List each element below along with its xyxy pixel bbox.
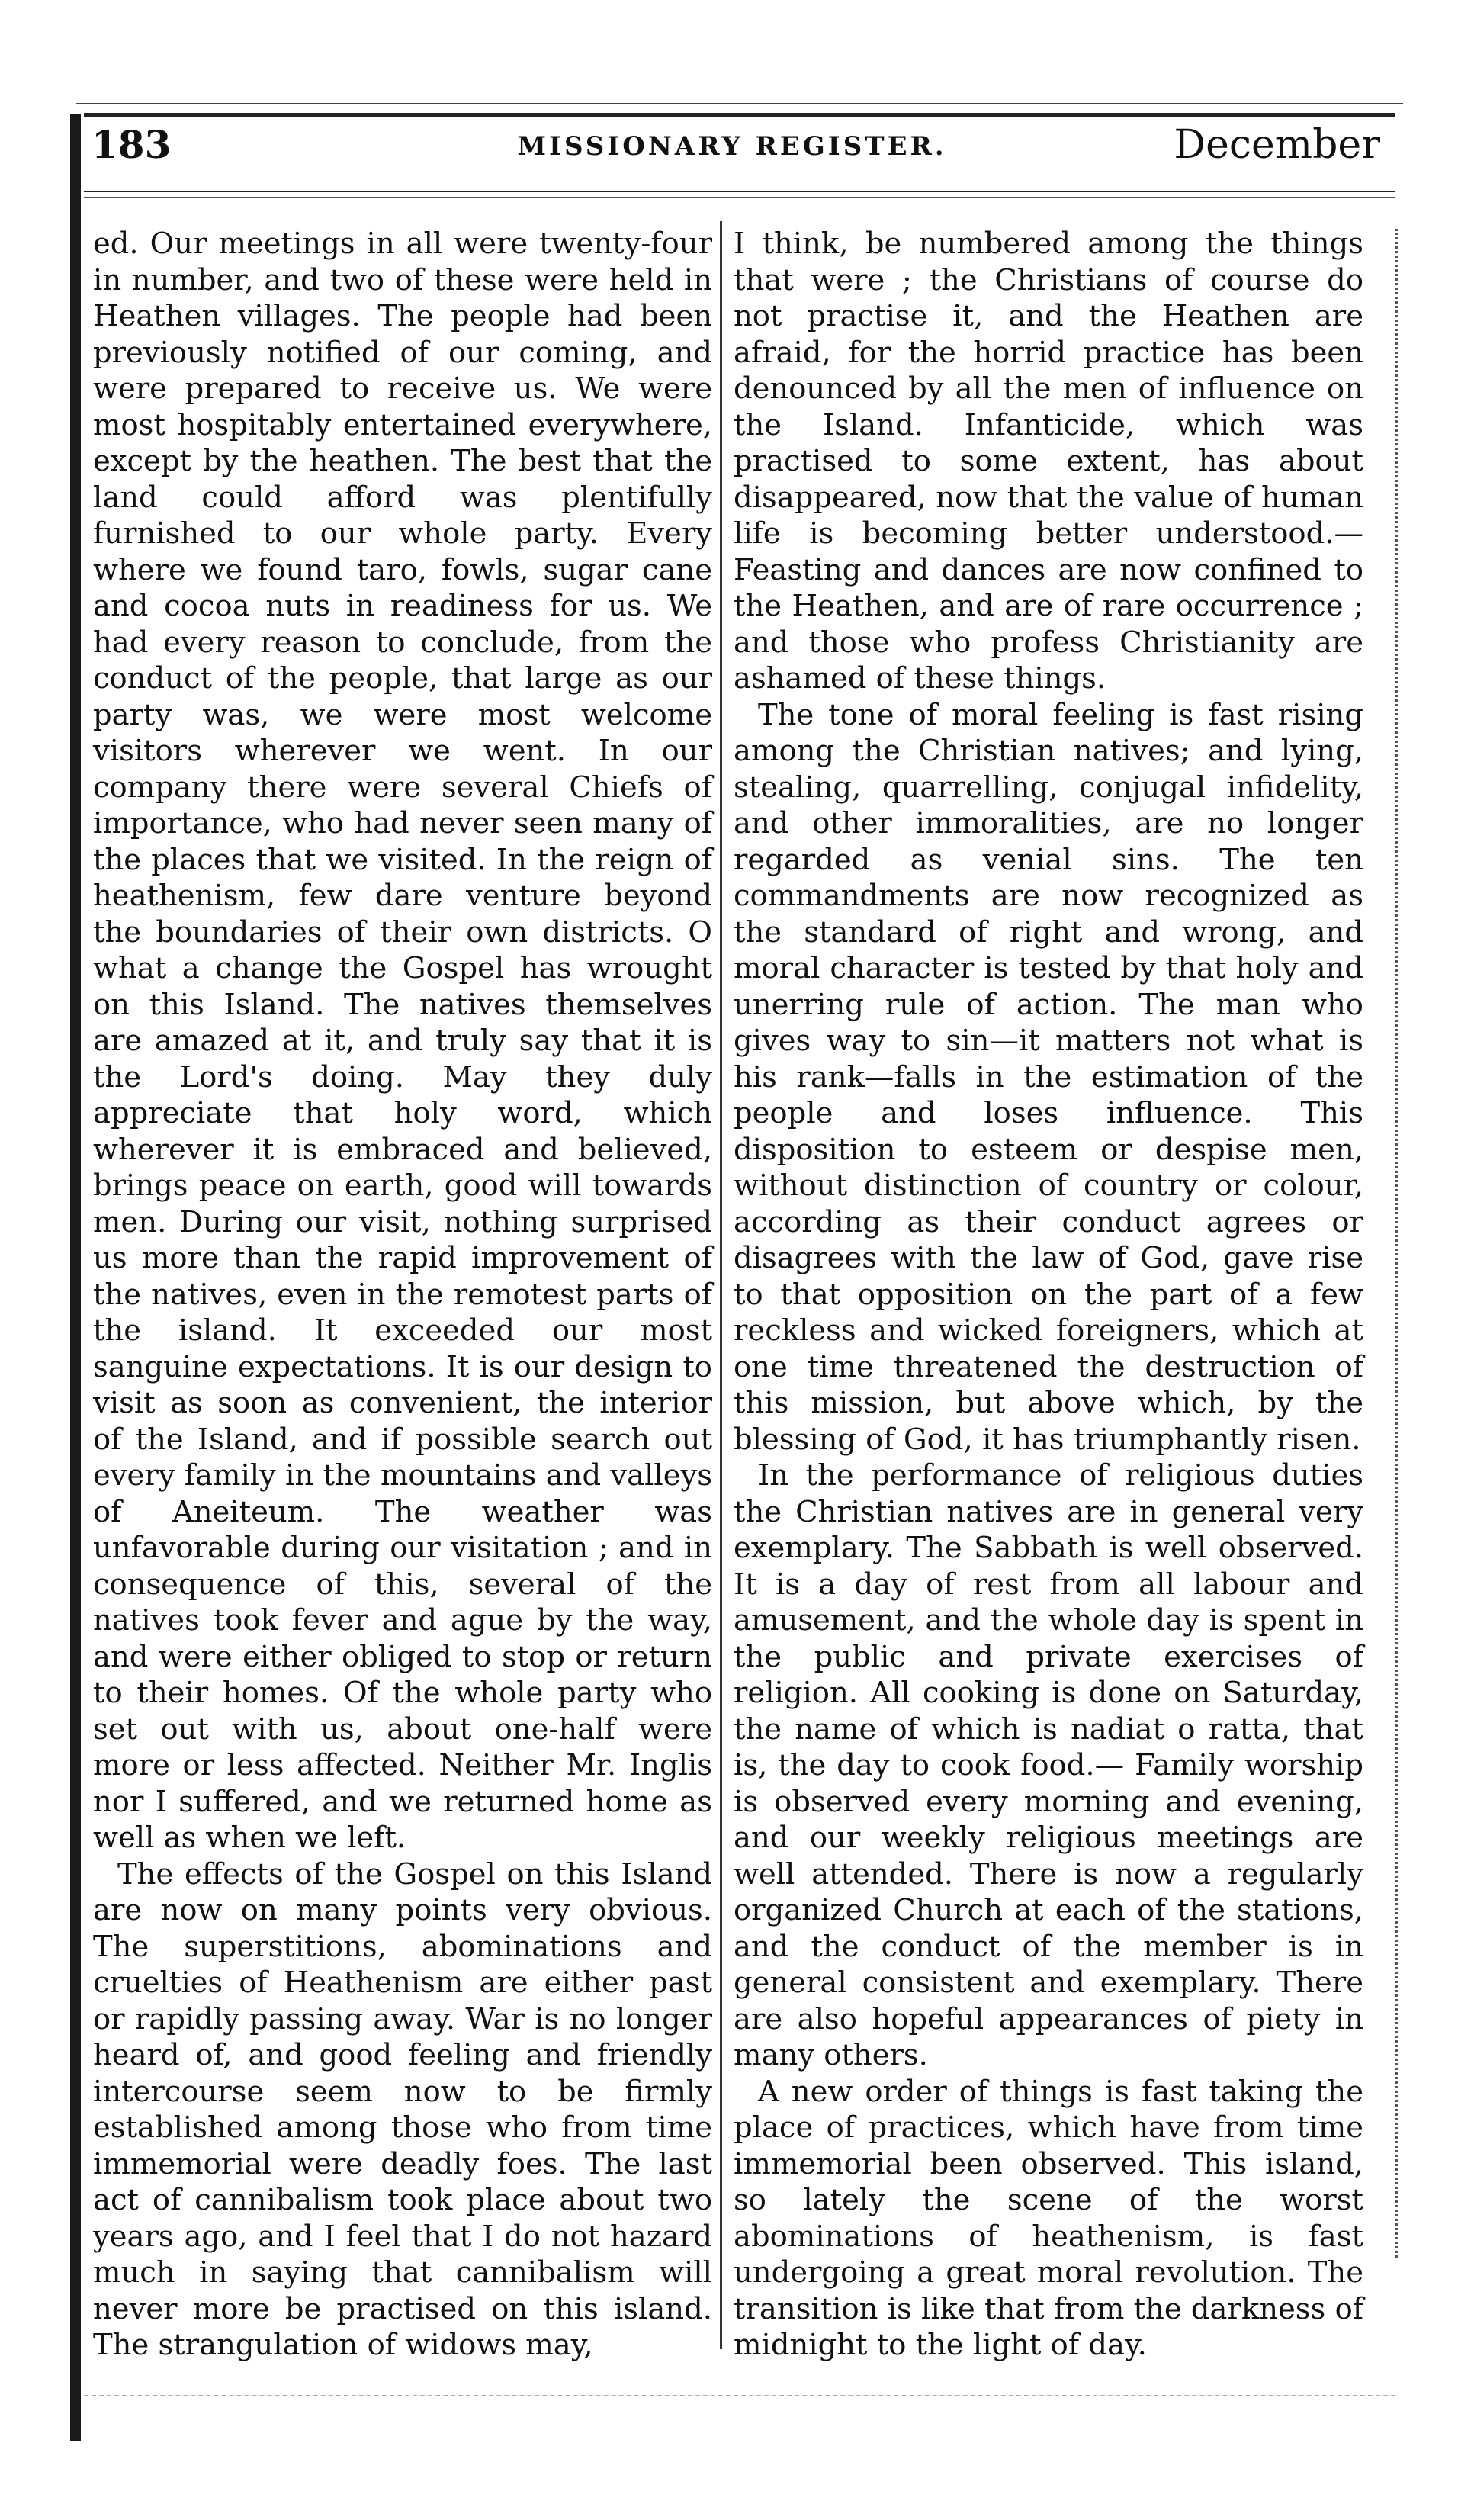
paragraph: The effects of the Gospel on this Island are now on many points very obvious. The superstitions, abominations and cruelties of Heathenism are either past or rapidly passing away. War is no longer heard of, and good feeling and friendly intercourse seem now to be firmly established among those who from time immemorial were deadly foes. The last act of cannibalism took place about two years ago, and I feel that I do not hazard much in saying that cannibalism will never more be practised on this island. The strangulation of widows may, <box>93 1856 712 2362</box>
column-divider <box>720 221 722 2349</box>
page-header <box>84 122 1380 183</box>
bottom-edge <box>84 2395 1395 2396</box>
top-thin-rule <box>76 103 1403 104</box>
paragraph: A new order of things is fast taking the place of practices, which have from time immemorial been observed. This island, so lately the scene of the worst abominations of heathenism, is fast undergoing a great moral revolution. The transition is like that from the darkness of midnight to the light of day. <box>734 2074 1363 2362</box>
paragraph: The tone of moral feeling is fast rising among the Christian natives; and lying, stealing, quarrelling, conjugal infidelity, and other immoralities, are no longer regarded as venial sins. The ten commandments are now recognized as the standard of right and wrong, and moral character is tested by that holy and unerring rule of action. The man who gives way to sin—it matters not what is his rank—falls in the estimation of the people and loses influence. This disposition to esteem or despise men, without distinction of country or colour, according as their conduct agrees or disagrees with the law of God, gave rise to that opposition on the part of a few reckless and wicked foreigners, which at one time threatened the destruction of this mission, but above which, by the blessing of God, it has triumphantly risen. <box>734 697 1363 1457</box>
paragraph: In the performance of religious duties the Christian natives are in general very exemplary. The Sabbath is well observed. It is a day of rest from all labour and amusement, and the whole day is spent in the public and private exercises of religion. All cooking is done on Saturday, the name of which is nadiat o ratta, that is, the day to cook food.— Family worship is observed every morning and evening, and our weekly religious meetings are well attended. There is now a regularly organized Church at each of the stations, and the conduct of the member is in general consistent and exemplary. There are also hopeful appearances of piety in many others. <box>734 1458 1363 2072</box>
right-column <box>734 226 1363 2364</box>
left-column <box>93 226 712 2364</box>
top-rule <box>84 113 1395 117</box>
header-rule <box>84 191 1395 192</box>
issue-month: December <box>1174 122 1380 168</box>
paragraph: I think, be numbered among the things that were ; the Christians of course do not practise it, and the Heathen are afraid, for the horrid practice has been denounced by all the men of influence on the Island. Infanticide, which was practised to some extent, has about disappeared, now that the value of human life is becoming better understood.— Feasting and dances are now confined to the Heathen, and are of rare occurrence ; and those who profess Christianity are ashamed of these things. <box>734 227 1363 696</box>
page-edge <box>1395 229 1400 2258</box>
page-number: 183 <box>92 122 172 167</box>
header-rule-thin <box>84 197 1395 198</box>
paragraph: ed. Our meetings in all were twenty-four in number, and two of these were held in Heathen villages. The people had been previously notified of our coming, and were prepared to receive us. We were most hospitably entertained everywhere, except by the heathen. The best that the land could afford was plentifully furnished to our whole party. Every where we found taro, fowls, sugar cane and cocoa nuts in readiness for us. We had every reason to conclude, from the conduct of the people, that large as our party was, we were most welcome visitors wherever we went. In our company there were several Chiefs of importance, who had never seen many of the places that we visited. In the reign of heathenism, few dare venture beyond the boundaries of their own districts. O what a change the Gospel has wrought on this Island. The natives themselves are amazed at it, and truly say that it is the Lord's doing. May they duly appreciate that holy word, which wherever it is embraced and believed, brings peace on earth, good will towards men. During our visit, nothing surprised us more than the rapid improvement of the natives, even in the remotest parts of the island. It exceeded our most sanguine expectations. It is our design to visit as soon as convenient, the interior of the Island, and if possible search out every family in the mountains and valleys of Aneiteum. The weather was unfavorable during our visitation ; and in consequence of this, several of the natives took fever and ague by the way, and were either obliged to stop or return to their homes. Of the whole party who set out with us, about one-half were more or less affected. Neither Mr. Inglis nor I suffered, and we returned home as well as when we left. <box>93 227 712 1855</box>
running-title: MISSIONARY REGISTER. <box>517 131 947 162</box>
binding-edge <box>70 114 81 2441</box>
